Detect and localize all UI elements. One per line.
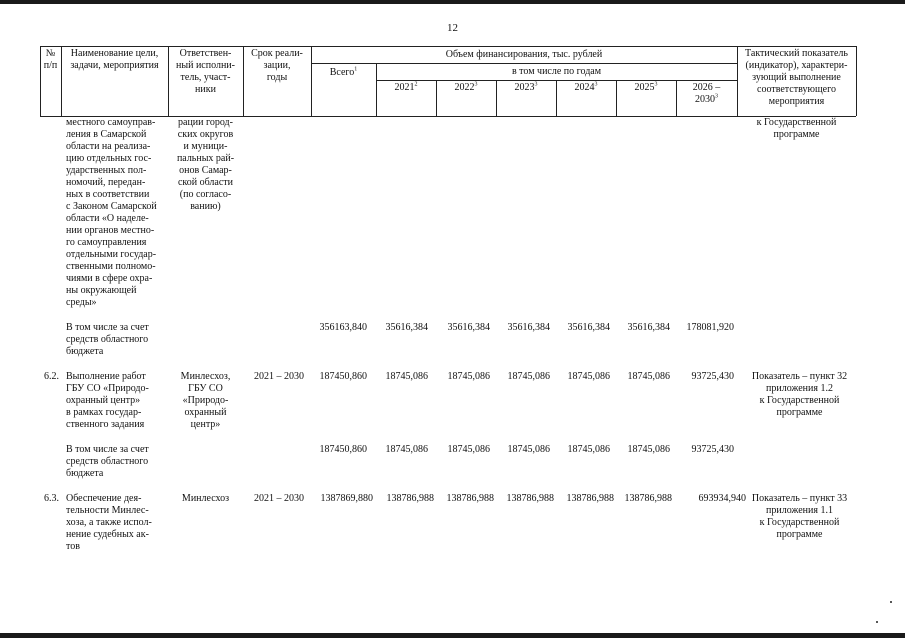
row-number: 6.3. xyxy=(44,493,59,504)
header-col-indicator: Тактический показатель (индикатор), характери- зующий выполнение соответствующего мероприятия xyxy=(745,48,848,107)
row-value: 18745,086 xyxy=(627,444,670,455)
header-year-range: 2026 – 2030$^3$ xyxy=(692,82,721,105)
row-value: 138786,988 xyxy=(506,493,554,504)
row-responsible: Минлесхоз xyxy=(181,493,230,504)
bottom-scan-border xyxy=(0,633,905,638)
row-value: 18745,086 xyxy=(507,371,550,382)
row-value: 138786,988 xyxy=(386,493,434,504)
row-value: 93725,430 xyxy=(691,371,734,382)
header-right-rule xyxy=(856,46,857,116)
row-value: 178081,920 xyxy=(686,322,734,333)
row-responsible: рации город- ских округов и муници- пальных рай- онов Самар- ской области (по согласо- ванию) xyxy=(176,117,235,212)
header-year: 2021$^2$ xyxy=(394,81,418,93)
row-value: 18745,086 xyxy=(385,371,428,382)
header-col-total: Всего$^1$ xyxy=(329,66,358,78)
row-indicator: Показатель – пункт 33 приложения 1.1 к Государственной программе xyxy=(751,493,848,540)
row-name: В том числе за счет средств областного бюджета xyxy=(66,322,149,357)
header-col-term: Срок реали- зации, годы xyxy=(251,48,303,83)
row-indicator: к Государственной программе xyxy=(756,117,837,140)
row-value: 18745,086 xyxy=(385,444,428,455)
row-value: 138786,988 xyxy=(566,493,614,504)
row-value: 18745,086 xyxy=(627,371,670,382)
row-value: 18745,086 xyxy=(567,444,610,455)
row-value: 35616,384 xyxy=(627,322,670,333)
header-col-finance: Объем финансирования, тыс. рублей xyxy=(445,49,603,60)
row-value: 18745,086 xyxy=(567,371,610,382)
header-col-responsible: Ответствен- ный исполни- тель, участ- ники xyxy=(176,48,235,95)
header-years-group: в том числе по годам xyxy=(511,66,602,77)
scan-speck xyxy=(876,621,878,623)
header-col-name: Наименование цели, задачи, мероприятия xyxy=(70,48,159,71)
row-value: 18745,086 xyxy=(507,444,550,455)
row-value: 138786,988 xyxy=(624,493,672,504)
row-total: 356163,840 xyxy=(319,322,367,333)
row-responsible: Минлесхоз, ГБУ СО «Природо- охранный центр» xyxy=(180,371,231,430)
finance-sub-rule xyxy=(311,63,737,64)
row-name: В том числе за счет средств областного бюджета xyxy=(66,444,149,479)
row-value: 18745,086 xyxy=(447,444,490,455)
header-top-rule xyxy=(40,46,856,47)
row-value: 18745,086 xyxy=(447,371,490,382)
row-total: 187450,860 xyxy=(319,444,367,455)
row-value: 693934,940 xyxy=(698,493,746,504)
row-number: 6.2. xyxy=(44,371,59,382)
row-name: местного самоуправ- ления в Самарской области на реализа- цию отдельных гос- ударственных пол- номочий, передан- ных в соответствии с Законом Самарской области «О наделе- нии органов местно- го самоуправления отдельными государ- ственными полномо- чиями в сфере охра- ны окружающей среды» xyxy=(66,117,157,308)
row-value: 35616,384 xyxy=(385,322,428,333)
row-term: 2021 – 2030 xyxy=(254,371,304,382)
top-scan-border xyxy=(0,0,905,4)
row-name: Обеспечение дея- тельности Минлес- хоза, а также испол- нение судебных ак- тов xyxy=(66,493,152,552)
header-year: 2024$^3$ xyxy=(574,81,598,93)
row-total: 187450,860 xyxy=(319,371,367,382)
scan-speck xyxy=(890,601,892,603)
row-name: Выполнение работ ГБУ СО «Природо- охранный центр» в рамках государ- ственного задания xyxy=(66,371,149,430)
row-value: 93725,430 xyxy=(691,444,734,455)
header-year: 2023$^3$ xyxy=(514,81,538,93)
row-value: 35616,384 xyxy=(447,322,490,333)
row-total: 1387869,880 xyxy=(320,493,373,504)
header-col-number: № п/п xyxy=(43,48,58,71)
row-indicator: Показатель – пункт 32 приложения 1.2 к Государственной программе xyxy=(751,371,848,418)
header-year: 2025$^3$ xyxy=(634,81,658,93)
row-value: 35616,384 xyxy=(507,322,550,333)
row-value: 138786,988 xyxy=(446,493,494,504)
header-year: 2022$^3$ xyxy=(454,81,478,93)
row-value: 35616,384 xyxy=(567,322,610,333)
row-term: 2021 – 2030 xyxy=(254,493,304,504)
page-number: 12 xyxy=(447,22,458,34)
